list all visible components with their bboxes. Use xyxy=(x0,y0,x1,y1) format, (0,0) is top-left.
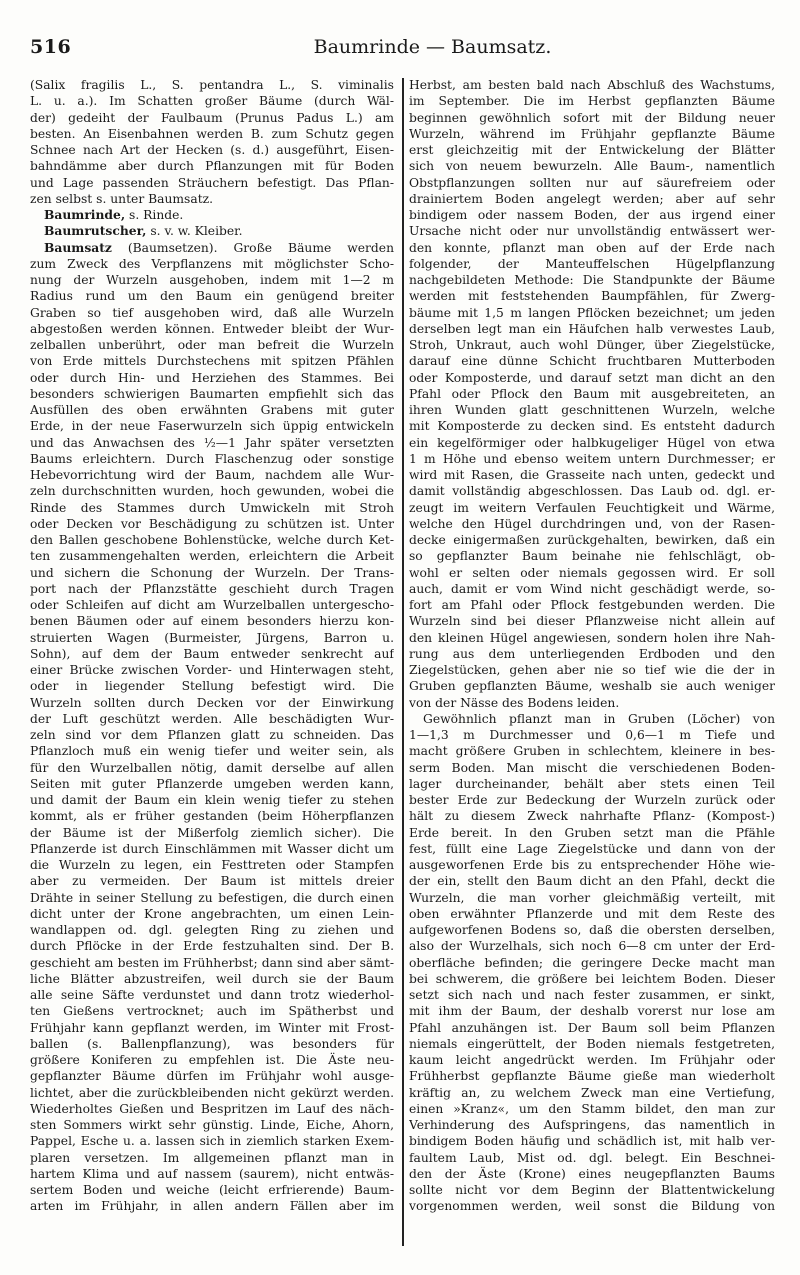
text-line xyxy=(409,1117,775,1133)
line-text: welche den Hügel durchdringen und, von der Rasen- xyxy=(409,516,775,531)
text-line xyxy=(30,337,394,353)
text-line xyxy=(409,565,775,581)
line-text: Pflanzerde ist durch Einschlämmen mit Wasser dicht um xyxy=(30,841,394,856)
text-line xyxy=(409,1166,775,1182)
line-text: einer Brücke zwischen Vorder- und Hinterwagen steht, xyxy=(30,663,394,677)
text-line xyxy=(409,353,775,369)
text-line xyxy=(409,1198,775,1214)
text-line xyxy=(30,418,394,434)
text-line xyxy=(409,1085,775,1101)
line-text: zelballen unberührt, oder man befreit die Wurzeln xyxy=(30,338,394,352)
line-text: fort am Pfahl oder Pflock festgebunden werden. Die xyxy=(409,598,775,612)
line-text: den der Äste (Krone) eines neugepflanzten Baums xyxy=(409,1166,775,1181)
line-text: den kleinen Hügel angewiesen, sondern holen ihre Nah- xyxy=(409,630,775,645)
line-text: ihren Wunden glatt geschnittenen Wurzeln, welche xyxy=(409,403,775,417)
line-text: für den Wurzelballen nötig, damit derselbe auf allen xyxy=(30,760,394,775)
line-text: benen Bäumen oder auf einem besonders hierzu kon- xyxy=(30,614,394,629)
line-text: vorgenommen werden, weil sonst die Bildung von xyxy=(409,1199,775,1214)
text-line xyxy=(409,288,775,304)
text-line xyxy=(409,175,775,191)
text-line xyxy=(30,646,394,662)
text-line xyxy=(30,597,394,613)
text-line xyxy=(409,93,775,109)
text-line xyxy=(409,678,775,694)
text-line xyxy=(409,646,775,662)
text-line xyxy=(30,451,394,467)
line-text: der Luft geschützt werden. Alle beschädigten Wur- xyxy=(30,711,394,726)
right-column xyxy=(409,77,775,1215)
text-line xyxy=(30,77,394,93)
line-text: nung der Wurzeln ausgehoben, indem mit 1—2 m xyxy=(30,273,394,287)
text-line xyxy=(30,1101,394,1117)
left-column xyxy=(30,77,394,1215)
text-line xyxy=(409,337,775,353)
text-line xyxy=(409,126,775,142)
line-text: zeugt im weitern Verfaulen Feuchtigkeit und Wärme, xyxy=(409,500,775,515)
text-line xyxy=(30,191,394,207)
line-text: so gepflanzter Baum beinahe nie fehlschlägt, ob- xyxy=(409,549,775,564)
line-text: rung aus dem unterliegenden Erdboden und den xyxy=(409,646,775,661)
line-text: also der Wurzelhals, sich noch 6—8 cm unter der Erd- xyxy=(409,939,775,954)
line-text: damit vollständig abgeschlossen. Das Laub od. dgl. er- xyxy=(409,484,775,499)
line-text: Wurzeln, die man vorher gleichmäßig verteilt, mit xyxy=(409,890,775,905)
line-text: oben erwähnter Pflanzerde und mit dem Reste des xyxy=(409,906,775,921)
text-line xyxy=(30,321,394,337)
page-header xyxy=(30,36,775,58)
text-line xyxy=(30,93,394,109)
text-line xyxy=(409,581,775,597)
line-text: kräftig an, zu welchem Zweck man eine Vertiefung, xyxy=(409,1085,775,1100)
text-line xyxy=(30,467,394,483)
line-text: Rinde des Stammes durch Umwickeln mit Stroh xyxy=(30,500,394,515)
line-text: Ursache nicht oder nur unvollständig entwässert wer- xyxy=(409,224,775,239)
line-text: kaum leicht angedrückt werden. Im Frühjahr oder xyxy=(409,1053,775,1067)
text-line xyxy=(30,272,394,288)
line-text: zen selbst s. unter Baumsatz. xyxy=(30,191,214,206)
line-text: der ein, stellt den Baum dicht an den Pfahl, deckt die xyxy=(409,874,775,889)
text-line xyxy=(30,808,394,824)
text-line xyxy=(30,678,394,694)
text-line xyxy=(409,825,775,841)
text-line xyxy=(30,776,394,792)
line-text: arten im Frühjahr, in allen andern Fällen aber im xyxy=(30,1199,394,1214)
text-line xyxy=(30,825,394,841)
text-line xyxy=(30,1166,394,1182)
text-line xyxy=(409,906,775,922)
text-line xyxy=(30,873,394,889)
line-text: sten Sommers wirkt sehr günstig. Linde, Eiche, Ahorn, xyxy=(30,1118,394,1132)
text-line xyxy=(30,792,394,808)
line-text: durch Pflöcke in der Erde festzuhalten sind. Der B. xyxy=(30,939,394,954)
line-text: zum Zweck des Verpflanzens mit möglichster Scho- xyxy=(30,256,394,271)
line-text: sich von neuem bewurzeln. Alle Baum-, namentlich xyxy=(409,159,775,174)
text-line xyxy=(30,288,394,304)
line-text: bester Erde zur Bedeckung der Wurzeln zurück oder xyxy=(409,793,775,807)
text-line xyxy=(409,418,775,434)
text-line xyxy=(30,760,394,776)
line-text: Drähte in seiner Stellung zu befestigen, die durch einen xyxy=(30,890,394,905)
text-line xyxy=(409,223,775,239)
text-line xyxy=(30,1020,394,1036)
text-line xyxy=(409,110,775,126)
line-text: decke einigermaßen zurückgehalten, bewirken, daß ein xyxy=(409,533,775,547)
line-text: serm Boden. Man mischt die verschiedenen Boden- xyxy=(409,760,775,775)
line-text: bei schwerem, die größere bei leichtem Boden. Dieser xyxy=(409,971,775,986)
line-text: nachgebildeten Methode: Die Standpunkte der Bäume xyxy=(409,273,775,287)
line-text: oder durch Hin- und Herziehen des Stammes. Bei xyxy=(30,370,394,385)
line-text: der Bäume ist der Mißerfolg ziemlich sicher). Die xyxy=(30,825,394,840)
text-line xyxy=(409,792,775,808)
line-text: Schnee nach Art der Hecken (s. d.) ausgeführt, Eisen- xyxy=(30,143,394,157)
line-text: Frühjahr kann gepflanzt werden, im Winter mit Frost- xyxy=(30,1020,394,1035)
line-text: auch, damit er vom Wind nicht geschädigt werde, so- xyxy=(409,581,775,596)
line-text: aufgeworfenen Bodens so, daß die obersten derselben, xyxy=(409,923,775,937)
line-text: ballen (s. Ballenpflanzung), was besonders für xyxy=(30,1036,394,1051)
text-line xyxy=(30,743,394,759)
text-line xyxy=(409,305,775,321)
line-text: werden mit feststehenden Baumpfählen, für Zwerg- xyxy=(409,289,775,304)
line-text: Pfahl anzuhängen ist. Der Baum soll beim Pflanzen xyxy=(409,1020,775,1035)
text-line xyxy=(409,386,775,402)
text-line xyxy=(30,532,394,548)
text-line xyxy=(30,402,394,418)
text-line xyxy=(30,1036,394,1052)
text-line xyxy=(409,1020,775,1036)
line-text: bindigem Boden häufig und schädlich ist, mit halb ver- xyxy=(409,1134,775,1149)
text-line xyxy=(409,711,775,727)
line-text: hält zu diesem Zweck nahrhafte Pflanz- (Kompost-) xyxy=(409,809,775,824)
text-line xyxy=(30,110,394,126)
line-text: darauf eine dünne Schicht fruchtbaren Mutterboden xyxy=(409,354,775,369)
text-line xyxy=(30,955,394,971)
text-line xyxy=(30,548,394,564)
text-line xyxy=(409,1068,775,1084)
text-line xyxy=(409,955,775,971)
line-text: Erde, in der neue Faserwurzeln sich üppig entwickeln xyxy=(30,419,394,434)
text-line xyxy=(30,938,394,954)
text-line xyxy=(30,158,394,174)
text-line xyxy=(409,548,775,564)
text-line xyxy=(409,695,775,711)
text-line xyxy=(30,1150,394,1166)
line-text: den Ballen geschobene Bohlenstücke, welche durch Ket- xyxy=(30,533,394,547)
text-line xyxy=(409,760,775,776)
text-line xyxy=(30,906,394,922)
line-text: im September. Die im Herbst gepflanzten Bäume xyxy=(409,94,775,109)
line-text: Herbst, am besten bald nach Abschluß des Wachstums, xyxy=(409,78,775,92)
line-text: lager durcheinander, behält aber stets einen Teil xyxy=(409,776,775,791)
text-line xyxy=(409,1133,775,1149)
text-line xyxy=(30,126,394,142)
column-divider xyxy=(402,78,404,1246)
line-text: niemals eingerüttelt, der Boden niemals festgetreten, xyxy=(409,1036,775,1051)
line-text: Gewöhnlich pflanzt man in Gruben (Löcher) von xyxy=(423,711,775,726)
line-text: einen »Kranz«, um den Stamm bildet, den man zur xyxy=(409,1101,775,1116)
line-text: Wurzeln sollten durch Decken vor der Einwirkung xyxy=(30,695,394,710)
text-line xyxy=(30,223,394,239)
line-text: 1 m Höhe und ebenso weitem untern Durchmesser; er xyxy=(409,451,775,466)
text-line xyxy=(30,565,394,581)
text-line xyxy=(409,1182,775,1198)
text-line xyxy=(30,890,394,906)
line-text: Gruben gepflanzten Bäume, weshalb sie auch weniger xyxy=(409,679,775,694)
text-line xyxy=(409,1036,775,1052)
line-text: und damit der Baum ein klein wenig tiefer zu stehen xyxy=(30,793,394,807)
text-line xyxy=(30,971,394,987)
line-text: Graben so tief ausgehoben wird, daß alle Wurzeln xyxy=(30,305,394,320)
text-line xyxy=(409,841,775,857)
line-text: alle seine Säfte verdunstet und dann trotz wiederhol- xyxy=(30,988,394,1002)
text-line xyxy=(409,938,775,954)
text-line xyxy=(30,1198,394,1214)
line-text: dicht unter der Krone angebrachten, um einen Lein- xyxy=(30,906,394,921)
text-line xyxy=(409,1150,775,1166)
line-text: Baums erleichtern. Durch Flaschenzug oder sonstige xyxy=(30,451,394,466)
line-text: erst gleichzeitig mit der Entwickelung der Blätter xyxy=(409,143,775,157)
line-text: mit Komposterde zu decken sind. Es entsteht dadurch xyxy=(409,419,775,434)
line-text: von der Nässe des Bodens leiden. xyxy=(409,695,620,710)
line-text: aber zu vermeiden. Der Baum ist mittels dreier xyxy=(30,874,394,889)
line-text: besonders schwierigen Baumarten empfiehlt sich das xyxy=(30,386,394,401)
text-line xyxy=(409,483,775,499)
line-text: macht größere Gruben in schlechtem, kleinere in bes- xyxy=(409,744,775,759)
text-line xyxy=(30,175,394,191)
line-text: s. v. w. Kleiber. xyxy=(146,224,243,239)
text-line xyxy=(409,191,775,207)
text-line xyxy=(30,695,394,711)
line-text: sertem Boden und weiche (leicht erfrierende) Baum- xyxy=(30,1183,394,1197)
text-line xyxy=(409,467,775,483)
text-line xyxy=(30,207,394,223)
line-text: oder Komposterde, und darauf setzt man dicht an den xyxy=(409,370,775,385)
line-text: Verhinderung des Aufspringens, das namentlich in xyxy=(409,1118,775,1132)
text-line xyxy=(409,873,775,889)
text-line xyxy=(409,516,775,532)
text-line xyxy=(409,987,775,1003)
line-text: hartem Klima und auf nassem (saurem), nicht entwäs- xyxy=(30,1166,394,1181)
line-text: abgestoßen werden können. Entweder bleibt der Wur- xyxy=(30,321,394,336)
text-line xyxy=(30,256,394,272)
text-line xyxy=(409,158,775,174)
text-line xyxy=(409,971,775,987)
line-text: faultem Laub, Mist od. dgl. belegt. Ein Beschnei- xyxy=(409,1150,775,1165)
text-line xyxy=(409,776,775,792)
line-text: oder Schleifen auf dicht am Wurzelballen untergescho- xyxy=(30,598,394,612)
text-line xyxy=(30,630,394,646)
line-text: der) gedeiht der Faulbaum (Prunus Padus L.) am xyxy=(30,110,394,125)
text-line xyxy=(409,597,775,613)
line-text: bäume mit 1,5 m langen Pflöcken bezeichnet; um jeden xyxy=(409,305,775,320)
text-line xyxy=(30,1133,394,1149)
text-line xyxy=(409,256,775,272)
line-text: folgender, der Manteuffelschen Hügelpflanzung xyxy=(409,256,775,271)
line-text: und das Anwachsen des ½—1 Jahr später versetzten xyxy=(30,435,394,450)
line-text: lichtet, aber die zurückbleibenden nicht gekürzt werden. xyxy=(30,1085,394,1100)
text-line xyxy=(409,890,775,906)
line-text: oberfläche befinden; die geringere Decke macht man xyxy=(409,955,775,970)
line-text: Frühherbst gepflanzte Bäume gieße man wiederholt xyxy=(409,1069,775,1084)
text-line xyxy=(30,613,394,629)
line-text: Wurzeln, während im Frühjahr gepflanzte Bäume xyxy=(409,126,775,141)
line-text: bindigem oder nassem Boden, der aus irgend einer xyxy=(409,208,775,222)
entry-headword: Baumrinde, xyxy=(44,207,126,222)
line-text: ten zusammengehalten werden, erleichtern die Arbeit xyxy=(30,549,394,564)
line-text: die Wurzeln zu legen, ein Festtreten oder Stampfen xyxy=(30,858,394,872)
line-text: mit ihm der Baum, der deshalb vorerst nur lose am xyxy=(409,1004,775,1019)
entry-headword: Baumsatz xyxy=(44,239,112,255)
line-text: und Lage passenden Sträuchern befestigt. Das Pflan- xyxy=(30,175,394,190)
line-text: s. Rinde. xyxy=(125,208,184,222)
text-line xyxy=(409,743,775,759)
text-line xyxy=(30,353,394,369)
line-text: struierten Wagen (Burmeister, Jürgens, Barron u. xyxy=(30,630,394,645)
line-text: L. u. a.). Im Schatten großer Bäume (durch Wäl- xyxy=(30,94,394,109)
line-text: plaren versetzen. Im allgemeinen pflanzt man in xyxy=(30,1150,394,1165)
text-line xyxy=(409,142,775,158)
line-text: ein kegelförmiger oder halbkugeliger Hügel von etwa xyxy=(409,435,775,450)
line-text: Pfahl oder Pflock den Baum mit ausgebreiteten, an xyxy=(409,386,775,401)
text-line xyxy=(30,857,394,873)
line-text: drainiertem Boden angelegt werden; aber auf sehr xyxy=(409,191,775,206)
line-text: sollte nicht vor dem Beginn der Blattentwickelung xyxy=(409,1183,775,1197)
line-text: Wiederholtes Gießen und Bespritzen im Lauf des näch- xyxy=(30,1101,394,1116)
line-text: beginnen gewöhnlich sofort mit der Bildung neuer xyxy=(409,110,775,125)
text-line xyxy=(409,451,775,467)
line-text: Pflanzloch muß ein wenig tiefer und weiter sein, als xyxy=(30,744,394,759)
text-line xyxy=(30,305,394,321)
text-line xyxy=(30,581,394,597)
line-text: Ausfüllen des oben erwähnten Grabens mit guter xyxy=(30,403,394,417)
line-text: wandlappen od. dgl. gelegten Ring zu ziehen und xyxy=(30,923,394,937)
text-line xyxy=(409,857,775,873)
text-line xyxy=(30,386,394,402)
line-text: ausgeworfenen Erde bis zu entsprechender Höhe wie- xyxy=(409,858,775,872)
line-text: zeln durchschnitten wurden, hoch gewunden, wobei die xyxy=(30,484,394,499)
running-head: Baumrinde — Baumsatz. xyxy=(313,36,552,58)
line-text: Stroh, Unkraut, auch wohl Dünger, über Ziegelstücke, xyxy=(409,338,775,352)
line-text: von Erde mittels Durchstechens mit spitzen Pfählen xyxy=(30,354,394,369)
text-line xyxy=(409,1101,775,1117)
text-line xyxy=(30,1003,394,1019)
text-line xyxy=(409,630,775,646)
line-text: größere Koniferen zu empfehlen ist. Die Äste neu- xyxy=(30,1053,394,1067)
line-text: Radius rund um den Baum ein genügend breiter xyxy=(30,289,394,304)
line-text: wird mit Rasen, die Grasseite nach unten, gedeckt und xyxy=(409,468,775,482)
line-text: Seiten mit guter Pflanzerde umgeben werden kann, xyxy=(30,776,394,791)
text-line xyxy=(30,841,394,857)
text-line xyxy=(30,483,394,499)
line-text: Ziegelstücken, gehen aber nie so tief wie die der in xyxy=(409,663,775,677)
line-text: liche Blätter abzustreifen, weil durch sie der Baum xyxy=(30,971,394,986)
text-line xyxy=(409,402,775,418)
text-line xyxy=(409,727,775,743)
text-line xyxy=(409,77,775,93)
line-text: besten. An Eisenbahnen werden B. zum Schutz gegen xyxy=(30,126,394,141)
text-line xyxy=(409,435,775,451)
line-text: 1—1,3 m Durchmesser und 0,6—1 m Tiefe und xyxy=(409,728,775,742)
text-line xyxy=(409,532,775,548)
text-line xyxy=(409,321,775,337)
text-line xyxy=(30,240,394,256)
text-line xyxy=(409,207,775,223)
line-text: (Salix fragilis L., S. pentandra L., S. viminalis xyxy=(30,78,394,92)
text-line xyxy=(30,1182,394,1198)
line-text: port nach der Pflanzstätte geschieht durch Tragen xyxy=(30,581,394,596)
text-line xyxy=(30,727,394,743)
text-line xyxy=(30,516,394,532)
text-line xyxy=(409,662,775,678)
line-text: (Baumsetzen). Große Bäume werden xyxy=(111,240,394,255)
line-text: Obstpflanzungen sollten nur auf säurefreiem oder xyxy=(409,175,775,190)
line-text: setzt sich nach und nach fester zusammen, er sinkt, xyxy=(409,988,775,1002)
line-text: derselben legt man ein Häufchen halb verwestes Laub, xyxy=(409,321,775,336)
line-text: fest, füllt eine Lage Ziegelstücke und dann von der xyxy=(409,841,775,856)
text-line xyxy=(409,370,775,386)
line-text: Hebevorrichtung wird der Baum, nachdem alle Wur- xyxy=(30,468,394,482)
text-line xyxy=(30,987,394,1003)
text-line xyxy=(409,922,775,938)
text-line xyxy=(30,142,394,158)
text-line xyxy=(30,1085,394,1101)
text-line xyxy=(409,613,775,629)
text-line xyxy=(30,1052,394,1068)
text-line xyxy=(409,1003,775,1019)
text-line xyxy=(409,272,775,288)
text-line xyxy=(30,1117,394,1133)
line-text: geschieht am besten im Frühherbst; dann sind aber sämt- xyxy=(30,955,394,970)
text-line xyxy=(409,1052,775,1068)
line-text: Pappel, Esche u. a. lassen sich in ziemlich starken Exem- xyxy=(30,1134,394,1149)
line-text: wohl er selten oder niemals gegossen wird. Er soll xyxy=(409,565,775,580)
text-line xyxy=(30,435,394,451)
line-text: den konnte, pflanzt man oben auf der Erde nach xyxy=(409,240,775,255)
line-text: bahndämme aber durch Pflanzungen mit für Boden xyxy=(30,159,394,174)
text-line xyxy=(30,370,394,386)
text-line xyxy=(409,240,775,256)
line-text: Sohn), auf dem der Baum entweder senkrecht auf xyxy=(30,646,394,661)
page-number: 516 xyxy=(30,36,72,58)
text-line xyxy=(30,711,394,727)
line-text: Erde bereit. In den Gruben setzt man die Pfähle xyxy=(409,825,775,840)
line-text: und sichern die Schonung der Wurzeln. Der Trans- xyxy=(30,565,394,580)
text-line xyxy=(30,922,394,938)
line-text: oder Decken vor Beschädigung zu schützen ist. Unter xyxy=(30,516,394,531)
line-text: kommt, als er früher gestanden (beim Höherpflanzen xyxy=(30,809,394,824)
text-line xyxy=(30,1068,394,1084)
text-line xyxy=(30,662,394,678)
entry-headword: Baumrutscher, xyxy=(44,223,147,239)
line-text: Wurzeln sind bei dieser Pflanzweise nicht allein auf xyxy=(409,614,775,629)
line-text: zeln sind vor dem Pflanzen glatt zu schneiden. Das xyxy=(30,728,394,742)
text-line xyxy=(409,500,775,516)
text-line xyxy=(409,808,775,824)
line-text: oder in liegender Stellung befestigt wird. Die xyxy=(30,679,394,694)
text-line xyxy=(30,500,394,516)
line-text: ten Gießens vertrocknet; auch im Spätherbst und xyxy=(30,1004,394,1019)
line-text: gepflanzter Bäume dürfen im Frühjahr wohl ausge- xyxy=(30,1069,394,1084)
